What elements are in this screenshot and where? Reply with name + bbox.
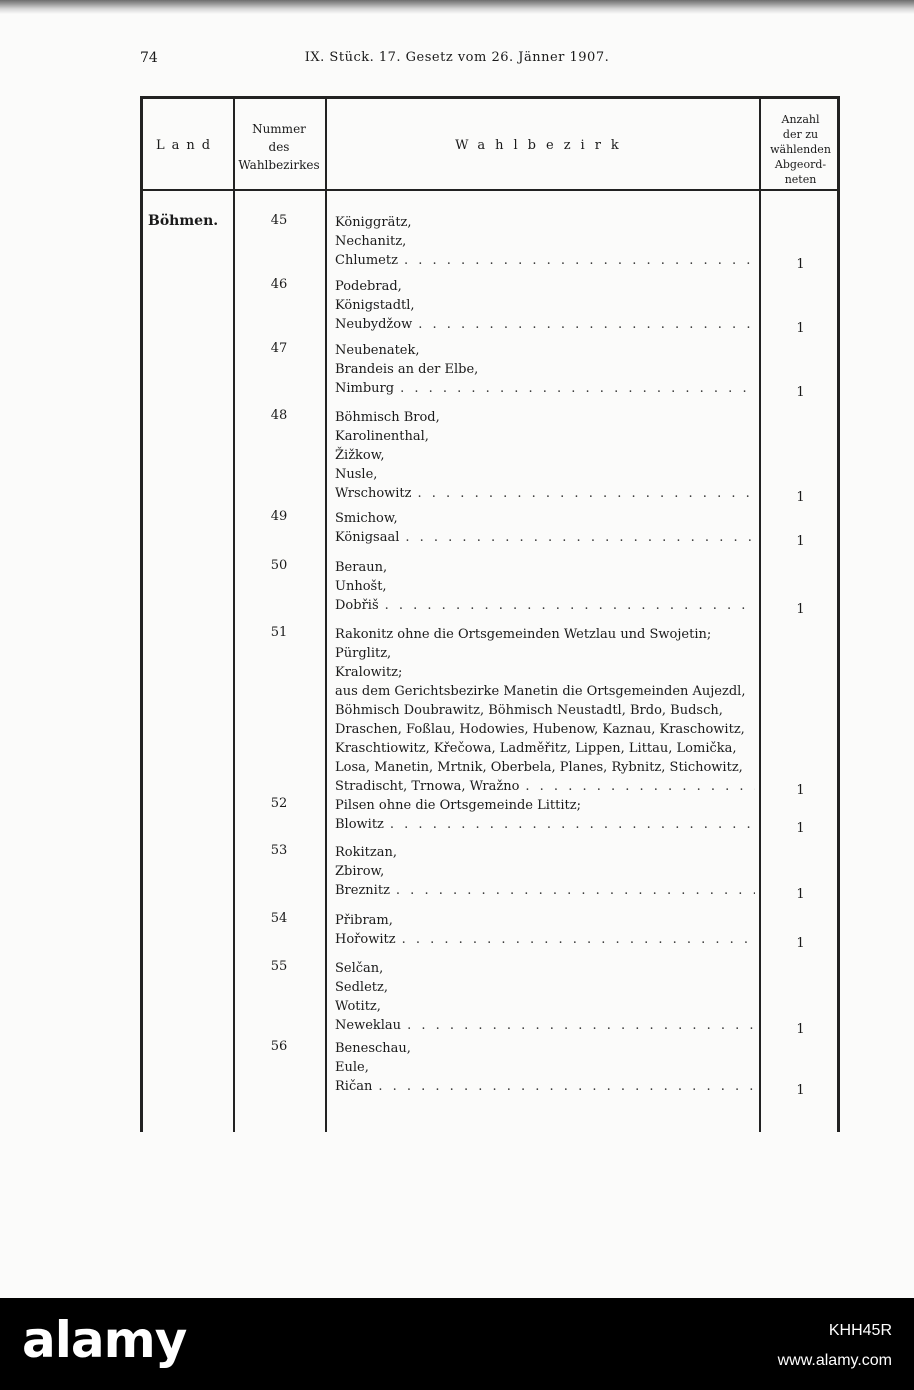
place-line: Draschen, Foßlau, Hodowies, Hubenow, Kaznau, Kraschowitz, [335,722,745,737]
delegate-count: 1 [796,385,805,400]
district-places [335,796,755,834]
district-places [335,509,755,547]
leader-dots [418,484,755,503]
column-header-land: Land [155,138,218,153]
leader-dots [418,315,755,334]
district-number: 51 [270,625,288,640]
column-header-wahlbezirk: Wahlbezirk [455,138,629,153]
place-line: Pilsen ohne die Ortsgemeinde Littitz; [335,798,581,813]
place-line: Rokitzan, [335,845,397,860]
running-title: IX. Stück. 17. Gesetz vom 26. Jänner 1907. [304,50,610,65]
place-line: Beneschau, [335,1041,411,1056]
district-places [335,843,755,900]
district-places [335,558,755,615]
column-header-anzahl: Anzahl der zu wählenden Abgeord- neten [770,113,831,186]
place-line: Eule, [335,1060,369,1075]
place-line: Böhmisch Brod, [335,410,440,425]
delegate-count: 1 [796,936,805,951]
scan-edge [0,0,914,14]
leader-dots [525,777,755,796]
place-line: Karolinenthal, [335,429,429,444]
place-line: Losa, Manetin, Mrtnik, Oberbela, Planes, Rybnitz, Stichowitz, [335,760,743,775]
place-line: Unhošt, [335,579,387,594]
leader-dots [378,1077,755,1096]
leader-dots [407,1016,755,1035]
alamy-logo: alamy [22,1311,187,1369]
district-number: 48 [270,408,288,423]
place-line: Žižkow, [335,448,385,463]
district-places [335,959,755,1035]
leader-dots [402,930,755,949]
district-number: 54 [270,911,288,926]
delegate-count: 1 [796,783,805,798]
leader-dots [390,815,755,834]
district-places [335,213,755,270]
delegate-count: 1 [796,257,805,272]
leader-dots [400,379,755,398]
delegate-count: 1 [796,887,805,902]
place-line: Neubydžow [335,317,413,332]
district-places [335,911,755,949]
delegate-count: 1 [796,821,805,836]
leader-dots [385,596,755,615]
place-line: Rakonitz ohne die Ortsgemeinden Wetzlau und Swojetin; [335,627,712,642]
place-line: Neubenatek, [335,343,420,358]
district-places [335,277,755,334]
place-line: Wotitz, [335,999,381,1014]
district-number: 52 [270,796,288,811]
district-number: 55 [270,959,288,974]
place-line: Kraschtiowitz, Křečowa, Ladměřitz, Lippen, Littau, Lomička, [335,741,737,756]
place-line: Smichow, [335,511,398,526]
place-line: Blowitz [335,817,384,832]
place-line: aus dem Gerichtsbezirke Manetin die Ortsgemeinden Aujezdl, [335,684,746,699]
image-id: KHH45R [828,1322,892,1339]
place-line: Sedletz, [335,980,388,995]
place-line: Nechanitz, [335,234,407,249]
district-places [335,408,755,503]
place-line: Nusle, [335,467,378,482]
place-line: Dobřiš [335,598,379,613]
district-places [335,341,755,398]
place-line: Neweklau [335,1018,402,1033]
place-line: Kralowitz; [335,665,403,680]
delegate-count: 1 [796,602,805,617]
district-number: 56 [270,1039,288,1054]
place-line: Königstadtl, [335,298,415,313]
district-number: 47 [270,341,288,356]
place-line: Stradischt, Trnowa, Wražno [335,779,520,794]
district-number: 49 [270,509,288,524]
delegate-count: 1 [796,490,805,505]
place-line: Böhmisch Doubrawitz, Böhmisch Neustadtl, Brdo, Budsch, [335,703,723,718]
delegate-count: 1 [796,1022,805,1037]
district-number: 46 [270,277,288,292]
place-line: Brandeis an der Elbe, [335,362,479,377]
column-header-nummer: Nummer des Wahlbezirkes [238,122,320,172]
district-places [335,625,755,796]
place-line: Pürglitz, [335,646,392,661]
leader-dots [405,528,755,547]
district-number: 50 [270,558,288,573]
place-line: Podebrad, [335,279,402,294]
place-line: Chlumetz [335,253,398,268]
leader-dots [396,881,755,900]
place-line: Přibram, [335,913,393,928]
place-line: Wrschowitz [335,486,412,501]
district-places [335,1039,755,1096]
place-line: Königsaal [335,530,400,545]
leader-dots [404,251,755,270]
place-line: Selčan, [335,961,384,976]
place-line: Nimburg [335,381,395,396]
district-table [140,96,840,1132]
place-line: Ričan [335,1079,373,1094]
place-line: Beraun, [335,560,388,575]
place-line: Breznitz [335,883,390,898]
watermark-url: www.alamy.com [777,1352,892,1369]
delegate-count: 1 [796,1083,805,1098]
delegate-count: 1 [796,321,805,336]
place-line: Zbirow, [335,864,385,879]
page-number: 74 [140,50,158,66]
district-number: 53 [270,843,288,858]
district-number: 45 [270,213,288,228]
place-line: Hořowitz [335,932,396,947]
land-name: Böhmen. [148,213,219,229]
place-line: Königgrätz, [335,215,412,230]
delegate-count: 1 [796,534,805,549]
